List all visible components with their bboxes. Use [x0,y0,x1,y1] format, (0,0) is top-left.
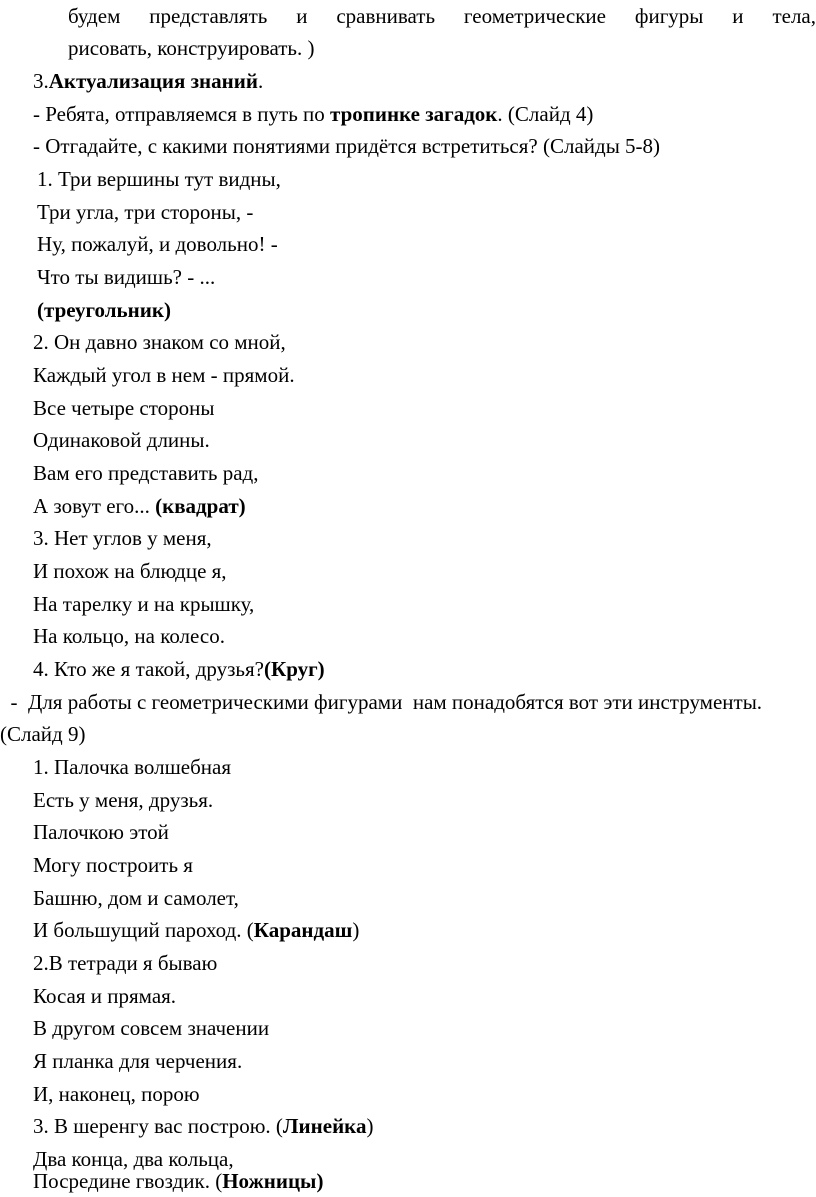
tool1-answer: Карандаш [253,918,353,942]
tool1-line3: Палочкою этой [33,820,169,844]
guess-line: - Отгадайте, с какими понятиями придётся встретиться? (Слайды 5-8) [33,134,661,158]
tool1-line4: Могу построить я [33,853,193,877]
riddle2-line5: Вам его представить рад, [33,461,259,485]
tool2-line2: Косая и прямая. [33,984,177,1008]
tool2-line1: 2.В тетради я бываю [33,951,218,975]
riddle3-line4: На кольцо, на колесо. [33,624,225,648]
intro-line-1 [68,0,816,32]
riddle2-line6-prefix: А зовут его... [33,494,156,518]
tool2-line6-prefix: 3. В шеренгу вас построю. ( [33,1114,283,1138]
tool3-answer: Ножницы) [222,1169,324,1193]
riddle2-line2: Каждый угол в нем - прямой. [33,363,295,387]
tools-line: - Для работы с геометрическими фигурами нам понадобятся вот эти инструменты. [0,690,763,714]
section-heading [33,65,263,97]
tool3-line2-prefix: Посредине гвоздик. ( [33,1169,223,1193]
section-number: 3. [33,69,49,93]
riddle2-line6 [33,490,246,522]
path-line-prefix: - Ребята, отправляемся в путь по [33,102,331,126]
riddle2-line4: Одинаковой длины. [33,428,210,452]
riddle2-line1: 2. Он давно знаком со мной, [33,330,286,354]
tool2-line3: В другом совсем значении [33,1016,270,1040]
path-line-bold: тропинке загадок [330,102,498,126]
tool1-line1: 1. Палочка волшебная [33,755,231,779]
tool2-line6-suffix: ) [366,1114,374,1138]
riddle1-answer [37,294,171,326]
tool3-line1: Два конца, два кольца, [33,1147,234,1171]
intro-line-2: рисовать, конструировать. ) [68,36,315,60]
riddle3-line3: На тарелку и на крышку, [33,592,255,616]
riddle3-answer: (Круг) [263,657,325,681]
tool1-line6-suffix: ) [352,918,360,942]
section-period: . [257,69,264,93]
riddle1-line3: Ну, пожалуй, и довольно! - [37,232,278,256]
tool2-line6 [33,1110,373,1142]
riddle2-line3: Все четыре стороны [33,396,215,420]
path-line [33,98,593,130]
riddle3-line5 [33,653,325,685]
path-line-suffix: . (Слайд 4) [497,102,594,126]
intro-line-1-text: будем представлять и сравнивать геометрические фигуры и тела, [68,4,816,28]
riddle3-line2: И похож на блюдце я, [33,559,227,583]
tool1-line5: Башню, дом и самолет, [33,886,239,910]
tool3-line2 [33,1165,323,1197]
tool2-line4: Я планка для черчения. [33,1049,243,1073]
section-title: Актуализация знаний [48,69,258,93]
tool1-line2: Есть у меня, друзья. [33,788,214,812]
tool1-line6-prefix: И большущий пароход. ( [33,918,254,942]
tool1-line6 [33,914,359,946]
tool2-line5: И, наконец, порою [33,1082,200,1106]
riddle1-line2: Три угла, три стороны, - [37,200,254,224]
riddle2-answer: (квадрат) [155,494,246,518]
tool2-answer: Линейка [282,1114,367,1138]
riddle1-answer-text: (треугольник) [37,298,171,322]
riddle3-line1: 3. Нет углов у меня, [33,526,212,550]
riddle1-line4: Что ты видишь? - ... [37,265,216,289]
riddle3-line5-prefix: 4. Кто же я такой, друзья? [33,657,264,681]
riddle1-line1: 1. Три вершины тут видны, [37,167,281,191]
tools-slide: (Слайд 9) [0,722,86,746]
